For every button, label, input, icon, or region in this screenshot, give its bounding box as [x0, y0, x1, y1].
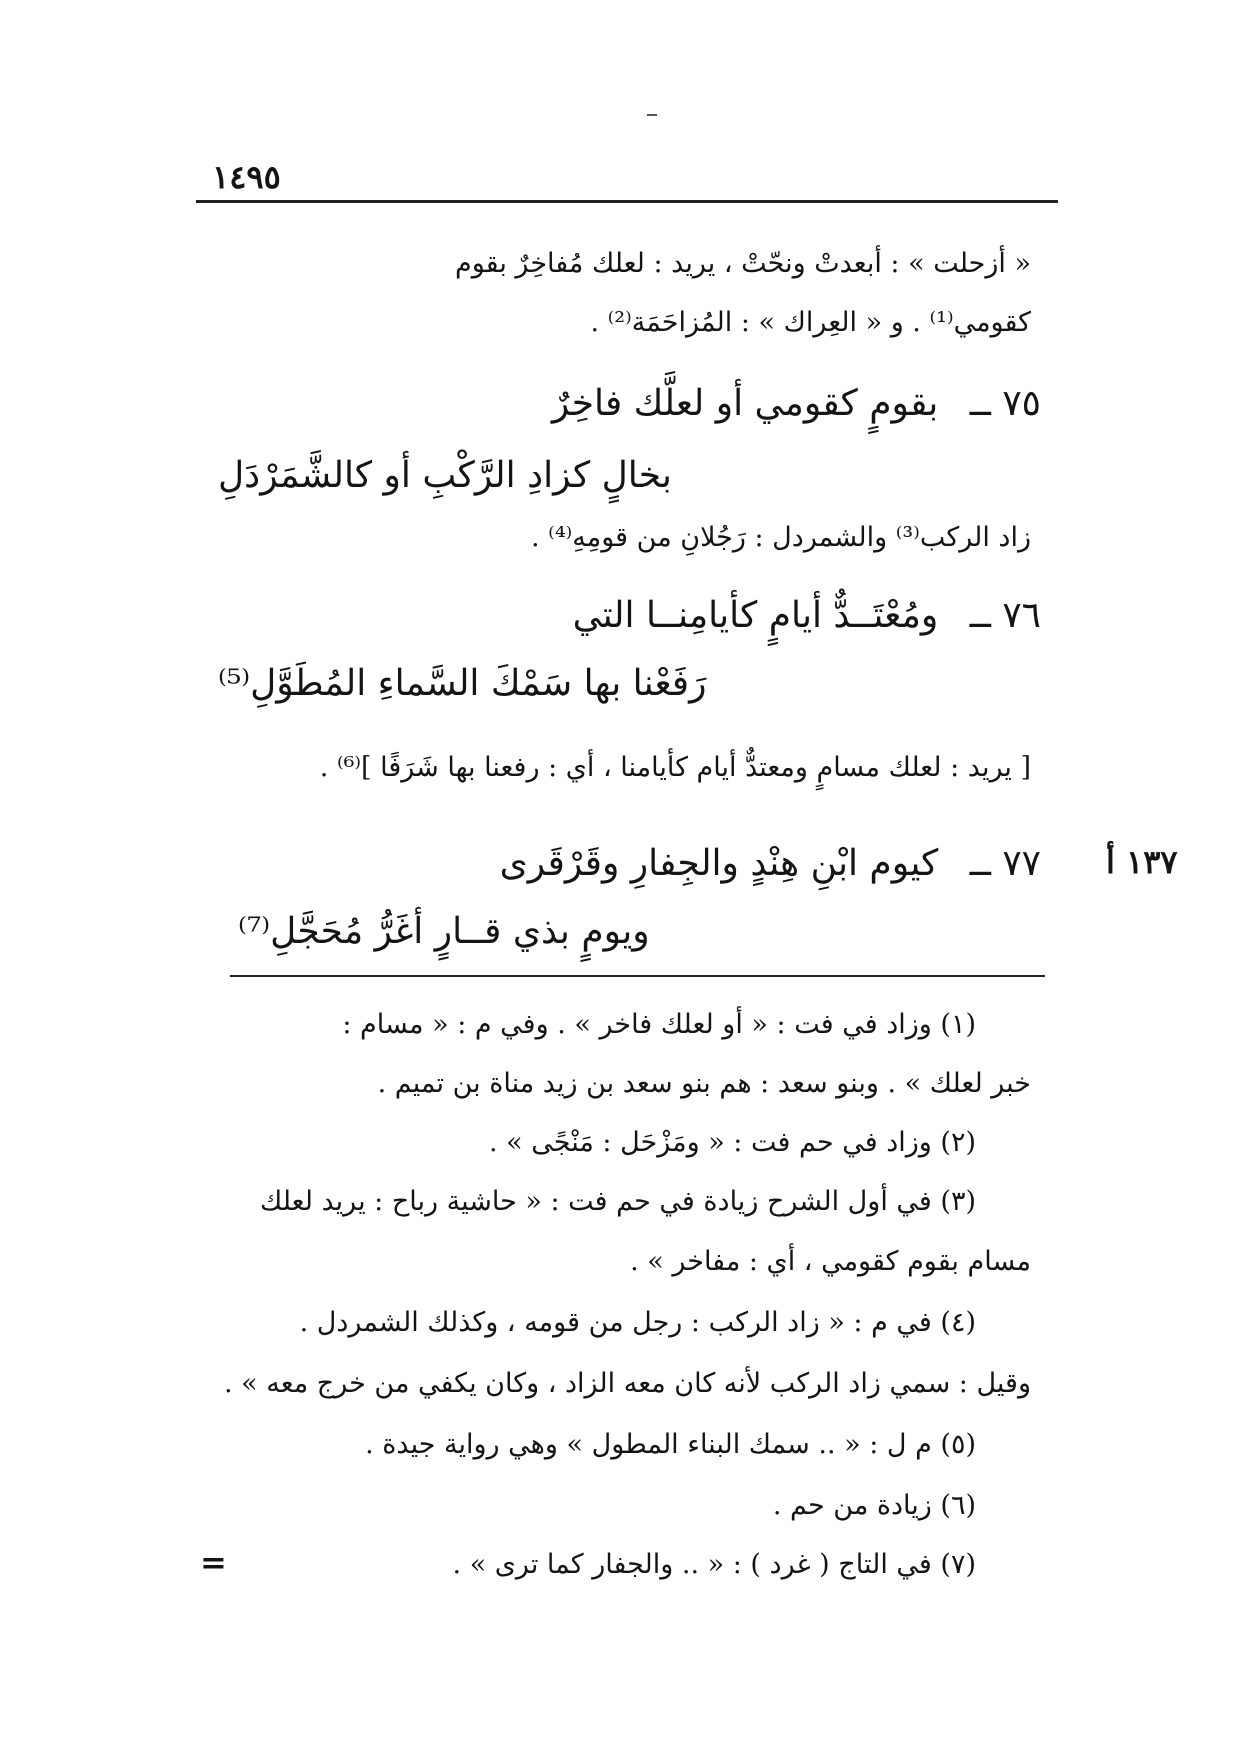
- continuation-mark: =: [200, 1543, 227, 1581]
- footnote-line: مسام بقوم كقومي ، أي : مفاخر » .: [630, 1246, 1031, 1277]
- verse-75-first-hemistich: [552, 380, 1041, 428]
- footnote-line: (٢) وزاد في حم فت : « ومَزْحَل : مَنْجًى » .: [489, 1127, 976, 1158]
- verse-77-second-hemistich: ويومٍ بذي قــارٍ أغَرُّ مُحَجَّلِ⁽⁷⁾: [238, 911, 650, 952]
- verse-number: ٧٦ ــ: [969, 595, 1041, 636]
- footnote-line: خبر لعلك » . وبنو سعد : هم بنو سعد بن زيد مناة بن تميم .: [377, 1068, 1031, 1099]
- gloss-line: زاد الركب⁽³⁾ والشمردل : رَجُلانِ من قومِهِ⁽⁴⁾ .: [531, 522, 1031, 553]
- verse-77-first-hemistich: [500, 840, 1041, 888]
- footnote-line: (٥) م ل : « .. سمك البناء المطول » وهي رواية جيدة .: [365, 1429, 976, 1460]
- intro-line: « أزحلت » : أبعدتْ ونحّتْ ، يريد : لعلك مُفاخِرٌ بقوم: [455, 248, 1031, 279]
- intro-line: كقومي⁽¹⁾ . و « العِراك » : المُزاحَمَة⁽²⁾ .: [590, 307, 1031, 338]
- verse-76-second-hemistich: رَفَعْنا بها سَمْكَ السَّماءِ المُطَوَّلِ⁽⁵⁾: [218, 663, 707, 704]
- header-rule: [196, 200, 1058, 203]
- verse-number: ٧٧ ــ: [969, 843, 1041, 884]
- verse-76-first-hemistich: [573, 592, 1041, 640]
- verse-text: بقومٍ كقومي أو لعلَّك فاخِرٌ: [551, 383, 939, 424]
- footnote-line: وقيل : سمي زاد الركب لأنه كان معه الزاد ، وكان يكفي من خرج معه » .: [223, 1368, 1031, 1399]
- verse-text: ومُعْتَــدٌّ أيامٍ كأيامِنــا التي: [572, 595, 939, 636]
- verse-75-second-hemistich: بخالٍ كزادِ الرَّكْبِ أو كالشَّمَرْدَلِ: [218, 455, 672, 496]
- footnote-line: (١) وزاد في فت : « أو لعلك فاخر » . وفي م : « مسام :: [342, 1009, 976, 1040]
- footnote-line: (٣) في أول الشرح زيادة في حم فت : « حاشية رباح : يريد لعلك: [259, 1186, 976, 1217]
- verse-number: ٧٥ ــ: [969, 383, 1041, 424]
- verse-text: كيوم ابْنِ هِنْدٍ والجِفارِ وقَرْقَرى: [499, 843, 939, 884]
- page-number: ١٤٩٥: [212, 158, 281, 196]
- footnote-rule: [230, 975, 1045, 977]
- margin-reference: ١٣٧ أ: [1106, 843, 1178, 881]
- footnote-line: (٤) في م : « زاد الركب : رجل من قومه ، وكذلك الشمردل .: [299, 1307, 976, 1338]
- footnote-line: (٦) زيادة من حم .: [772, 1490, 976, 1521]
- gloss-line: [ يريد : لعلك مسامٍ ومعتدٌّ أيام كأيامنا ، أي : رفعنا بها شَرَفًا ]⁽⁶⁾ .: [319, 752, 1031, 783]
- page-mark: [647, 114, 657, 116]
- footnote-line: (٧) في التاج ( غرد ) : « .. والجفار كما ترى » .: [452, 1549, 976, 1580]
